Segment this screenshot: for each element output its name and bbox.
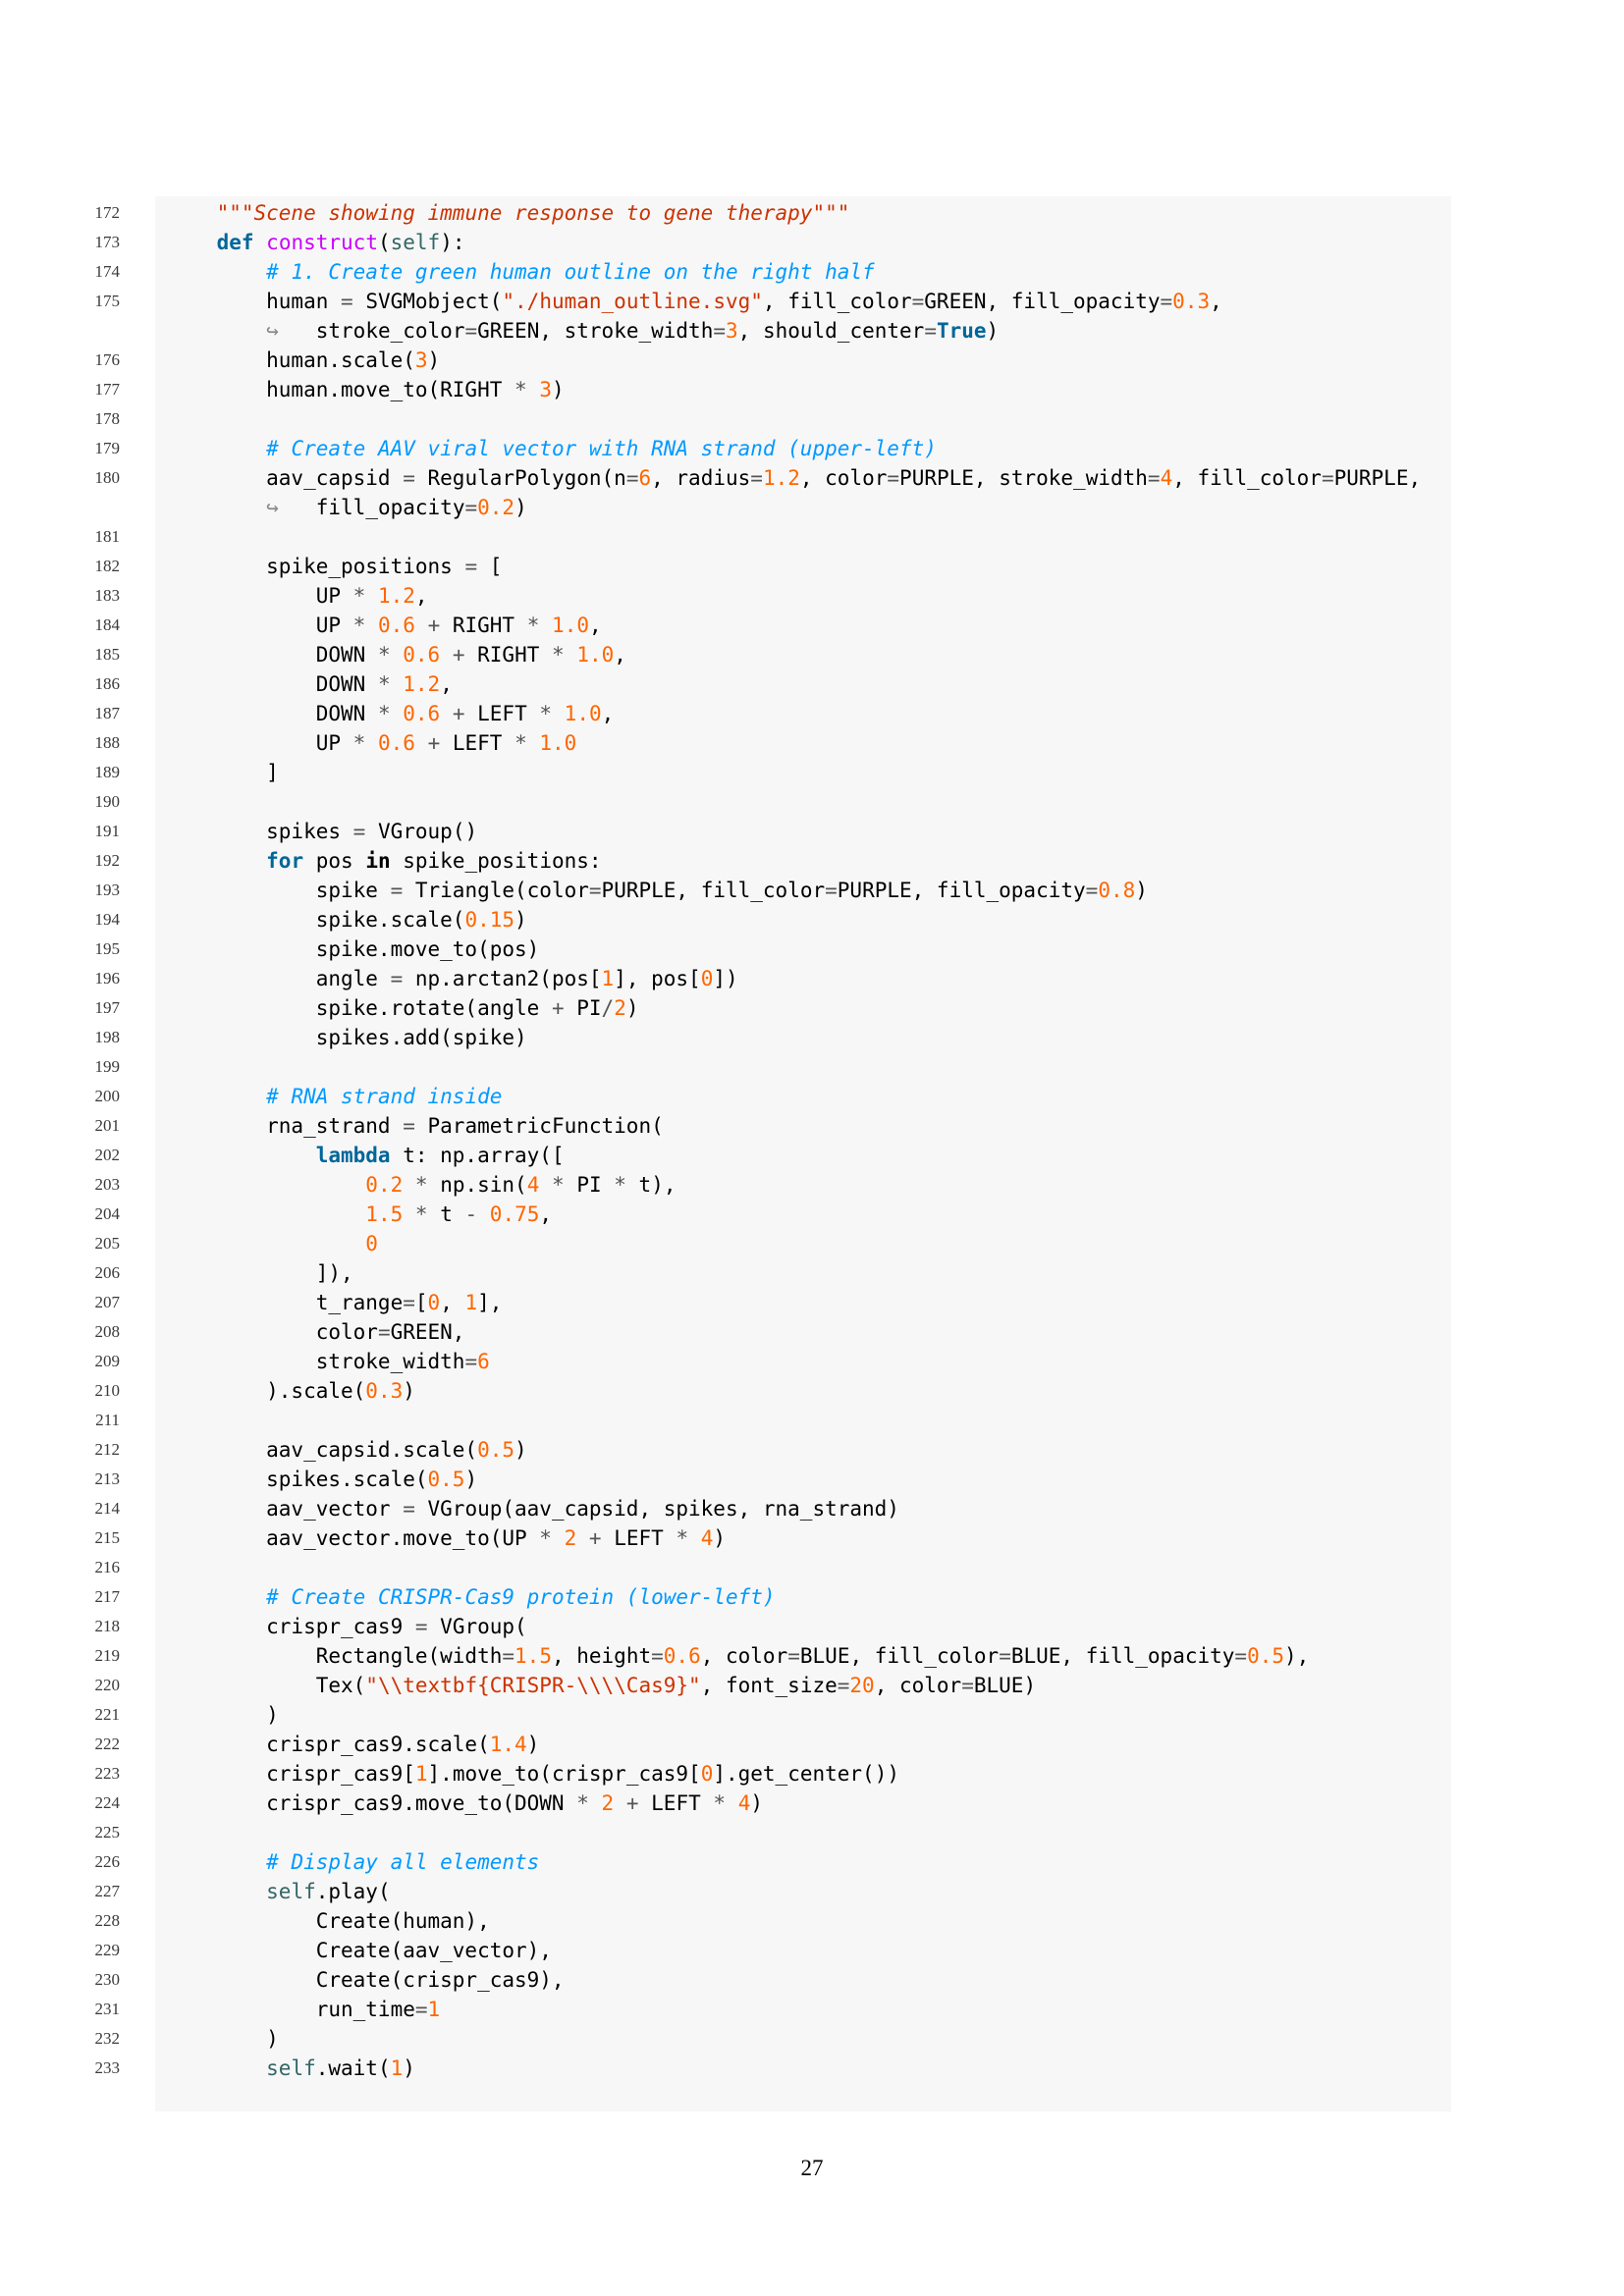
line-number: 233 — [94, 2058, 120, 2077]
code-text: spikes.add(spike) — [167, 1026, 527, 1049]
code-text: UP * 1.2, — [167, 584, 428, 608]
code-line — [0, 1317, 1624, 1347]
line-number: 184 — [94, 615, 120, 634]
line-number: 174 — [94, 262, 120, 281]
code-text: spike.rotate(angle + PI/2) — [167, 996, 639, 1020]
code-text: aav_capsid = RegularPolygon(n=6, radius=1.2, color=PURPLE, stroke_width=4, fill_color=PURPLE, — [167, 466, 1422, 490]
code-text: 1.5 * t - 0.75, — [365, 1202, 553, 1226]
line-number: 213 — [94, 1469, 120, 1488]
line-number: 214 — [94, 1499, 120, 1518]
code-line — [0, 846, 1624, 876]
code-text: Create(aav_vector), — [167, 1939, 552, 1962]
code-line — [0, 1671, 1624, 1700]
code-text: spike.scale(0.15) — [167, 908, 527, 932]
code-line — [0, 1494, 1624, 1523]
line-number: 225 — [94, 1823, 120, 1842]
code-text: Rectangle(width=1.5, height=0.6, color=BLUE, fill_color=BLUE, fill_opacity=0.5), — [167, 1644, 1310, 1668]
code-text: crispr_cas9 = VGroup( — [167, 1615, 527, 1638]
code-line — [0, 758, 1624, 787]
line-number: 203 — [94, 1175, 120, 1194]
code-text: ↪ fill_opacity=0.2) — [266, 496, 527, 519]
code-line — [0, 1111, 1624, 1141]
line-number: 227 — [94, 1882, 120, 1900]
line-number: 195 — [94, 939, 120, 958]
code-line — [0, 287, 1624, 316]
line-number: 187 — [94, 704, 120, 722]
code-line — [0, 375, 1624, 404]
line-number: 192 — [94, 851, 120, 870]
code-line — [0, 1170, 1624, 1200]
code-line — [0, 1376, 1624, 1406]
line-number: 189 — [94, 763, 120, 781]
code-text: angle = np.arctan2(pos[1], pos[0]) — [167, 967, 738, 990]
code-line — [0, 552, 1624, 581]
code-line — [0, 1023, 1624, 1052]
line-number: 191 — [94, 822, 120, 840]
code-text: ).scale(0.3) — [167, 1379, 415, 1403]
code-text: for pos in spike_positions: — [266, 849, 602, 873]
code-line — [0, 993, 1624, 1023]
code-text: # RNA strand inside — [266, 1085, 503, 1108]
code-line — [0, 1582, 1624, 1612]
code-text: """Scene showing immune response to gene therapy""" — [216, 201, 850, 225]
code-text: self.play( — [266, 1880, 391, 1903]
code-text: self.wait(1) — [266, 2056, 415, 2080]
code-text: spikes = VGroup() — [167, 820, 478, 843]
code-text: DOWN * 0.6 + LEFT * 1.0, — [167, 702, 615, 725]
code-line — [0, 257, 1624, 287]
code-text: ↪ stroke_color=GREEN, stroke_width=3, should_center=True) — [266, 319, 1000, 343]
code-text: aav_capsid.scale(0.5) — [167, 1438, 527, 1462]
code-line — [0, 1818, 1624, 1847]
line-number: 180 — [94, 468, 120, 487]
line-number: 183 — [94, 586, 120, 605]
line-number: 201 — [94, 1116, 120, 1135]
line-number: 204 — [94, 1204, 120, 1223]
line-number: 232 — [94, 2029, 120, 2048]
line-number: 224 — [94, 1793, 120, 1812]
code-line — [0, 1641, 1624, 1671]
code-line — [0, 934, 1624, 964]
code-line — [0, 787, 1624, 817]
line-number: 197 — [94, 998, 120, 1017]
code-text — [155, 1406, 167, 1435]
code-line — [0, 1965, 1624, 1995]
code-line — [0, 198, 1624, 228]
code-line — [0, 1288, 1624, 1317]
code-line — [0, 1789, 1624, 1818]
code-text — [155, 1553, 167, 1582]
line-number: 173 — [94, 233, 120, 251]
line-number: 199 — [94, 1057, 120, 1076]
line-number: 200 — [94, 1087, 120, 1105]
code-text: ) — [167, 2027, 279, 2051]
line-number: 181 — [94, 527, 120, 546]
code-text: human.move_to(RIGHT * 3) — [167, 378, 565, 401]
code-line — [0, 876, 1624, 905]
line-number: 222 — [94, 1735, 120, 1753]
code-line — [0, 1553, 1624, 1582]
line-number: 220 — [94, 1676, 120, 1694]
line-number: 202 — [94, 1146, 120, 1164]
code-text: 0.2 * np.sin(4 * PI * t), — [365, 1173, 677, 1197]
code-text: ]), — [167, 1261, 353, 1285]
code-line — [0, 2024, 1624, 2054]
code-text: ) — [167, 1703, 279, 1727]
code-line — [0, 1700, 1624, 1730]
code-line — [0, 1229, 1624, 1258]
line-number: 176 — [94, 350, 120, 369]
code-text: ] — [167, 761, 279, 784]
code-text: # Create AAV viral vector with RNA strand (upper-left) — [266, 437, 937, 460]
code-line — [0, 1759, 1624, 1789]
page-number: 27 — [800, 2156, 824, 2180]
code-text: rna_strand = ParametricFunction( — [167, 1114, 664, 1138]
line-number: 219 — [94, 1646, 120, 1665]
code-text: color=GREEN, — [167, 1320, 465, 1344]
line-number: 226 — [94, 1852, 120, 1871]
line-number: 210 — [94, 1381, 120, 1400]
code-line — [0, 1258, 1624, 1288]
code-text: crispr_cas9[1].move_to(crispr_cas9[0].get_center()) — [167, 1762, 899, 1786]
code-line — [0, 581, 1624, 611]
code-text: # 1. Create green human outline on the right half — [266, 260, 875, 284]
code-line — [0, 640, 1624, 669]
code-text — [155, 522, 167, 552]
line-number: 217 — [94, 1587, 120, 1606]
code-text: # Display all elements — [266, 1850, 540, 1874]
code-text: spike = Triangle(color=PURPLE, fill_color=PURPLE, fill_opacity=0.8) — [167, 879, 1148, 902]
code-line — [0, 404, 1624, 434]
code-line — [0, 728, 1624, 758]
code-line — [0, 1877, 1624, 1906]
code-text: human = SVGMobject("./human_outline.svg", fill_color=GREEN, fill_opacity=0.3, — [167, 290, 1222, 313]
line-number: 175 — [94, 292, 120, 310]
code-text: human.scale(3) — [167, 348, 441, 372]
code-line — [0, 228, 1624, 257]
code-line — [0, 1141, 1624, 1170]
code-line — [0, 964, 1624, 993]
line-wrap-arrow-icon: ↪ — [266, 319, 279, 343]
code-text: 0 — [365, 1232, 378, 1255]
code-listing — [0, 198, 1624, 2083]
line-number: 205 — [94, 1234, 120, 1253]
code-text — [155, 404, 167, 434]
line-number: 212 — [94, 1440, 120, 1459]
code-text: # Create CRISPR-Cas9 protein (lower-left) — [266, 1585, 776, 1609]
code-line — [0, 1847, 1624, 1877]
line-number: 216 — [94, 1558, 120, 1576]
code-line-continuation — [0, 316, 1624, 346]
code-line — [0, 1052, 1624, 1082]
code-line — [0, 699, 1624, 728]
code-text: run_time=1 — [167, 1998, 441, 2021]
code-text: UP * 0.6 + LEFT * 1.0 — [167, 731, 577, 755]
code-line — [0, 1936, 1624, 1965]
code-line — [0, 611, 1624, 640]
code-line — [0, 1200, 1624, 1229]
code-text: def construct(self): — [216, 231, 465, 254]
line-number: 228 — [94, 1911, 120, 1930]
code-text — [155, 787, 167, 817]
line-number: 177 — [94, 380, 120, 399]
line-number: 178 — [94, 409, 120, 428]
code-text: lambda t: np.array([ — [315, 1144, 565, 1167]
code-text — [155, 1052, 167, 1082]
line-number: 196 — [94, 969, 120, 988]
code-line — [0, 1406, 1624, 1435]
line-number: 206 — [94, 1263, 120, 1282]
line-number: 185 — [94, 645, 120, 664]
code-text: Tex("\\textbf{CRISPR-\\\\Cas9}", font_size=20, color=BLUE) — [167, 1674, 1037, 1697]
code-line — [0, 463, 1624, 493]
line-number: 188 — [94, 733, 120, 752]
line-number: 231 — [94, 2000, 120, 2018]
code-line — [0, 1523, 1624, 1553]
code-line — [0, 434, 1624, 463]
code-line — [0, 905, 1624, 934]
line-number: 198 — [94, 1028, 120, 1046]
code-text: crispr_cas9.move_to(DOWN * 2 + LEFT * 4) — [167, 1791, 763, 1815]
line-number: 194 — [94, 910, 120, 929]
code-line — [0, 346, 1624, 375]
code-line — [0, 522, 1624, 552]
code-text: Create(crispr_cas9), — [167, 1968, 565, 1992]
code-text: spikes.scale(0.5) — [167, 1468, 478, 1491]
code-line — [0, 1435, 1624, 1465]
line-number: 186 — [94, 674, 120, 693]
code-line-continuation — [0, 493, 1624, 522]
line-number: 215 — [94, 1528, 120, 1547]
line-number: 229 — [94, 1941, 120, 1959]
code-text: aav_vector = VGroup(aav_capsid, spikes, rna_strand) — [167, 1497, 899, 1521]
line-number: 179 — [94, 439, 120, 457]
code-line — [0, 1730, 1624, 1759]
code-line — [0, 1612, 1624, 1641]
code-text: aav_vector.move_to(UP * 2 + LEFT * 4) — [167, 1526, 727, 1550]
line-number: 223 — [94, 1764, 120, 1783]
code-line — [0, 1995, 1624, 2024]
line-number: 218 — [94, 1617, 120, 1635]
code-text: crispr_cas9.scale(1.4) — [167, 1733, 540, 1756]
line-number: 211 — [95, 1411, 120, 1429]
code-text: DOWN * 1.2, — [167, 672, 453, 696]
code-line — [0, 1347, 1624, 1376]
code-line — [0, 2054, 1624, 2083]
line-number — [0, 493, 155, 522]
code-text: stroke_width=6 — [167, 1350, 490, 1373]
code-line — [0, 1082, 1624, 1111]
line-number: 190 — [94, 792, 120, 811]
code-text: DOWN * 0.6 + RIGHT * 1.0, — [167, 643, 626, 667]
code-text: spike_positions = [ — [167, 555, 503, 578]
code-text: Create(human), — [167, 1909, 490, 1933]
code-text: UP * 0.6 + RIGHT * 1.0, — [167, 614, 602, 637]
code-text — [155, 1818, 167, 1847]
line-number: 221 — [94, 1705, 120, 1724]
line-number: 207 — [94, 1293, 120, 1311]
code-text: spike.move_to(pos) — [167, 937, 540, 961]
line-number: 208 — [94, 1322, 120, 1341]
line-number: 182 — [94, 557, 120, 575]
line-number — [0, 316, 155, 346]
line-number: 230 — [94, 1970, 120, 1989]
code-line — [0, 1465, 1624, 1494]
code-line — [0, 817, 1624, 846]
line-number: 172 — [94, 203, 120, 222]
code-line — [0, 1906, 1624, 1936]
code-text: t_range=[0, 1], — [167, 1291, 503, 1314]
code-line — [0, 669, 1624, 699]
line-wrap-arrow-icon: ↪ — [266, 496, 279, 519]
line-number: 193 — [94, 881, 120, 899]
line-number: 209 — [94, 1352, 120, 1370]
